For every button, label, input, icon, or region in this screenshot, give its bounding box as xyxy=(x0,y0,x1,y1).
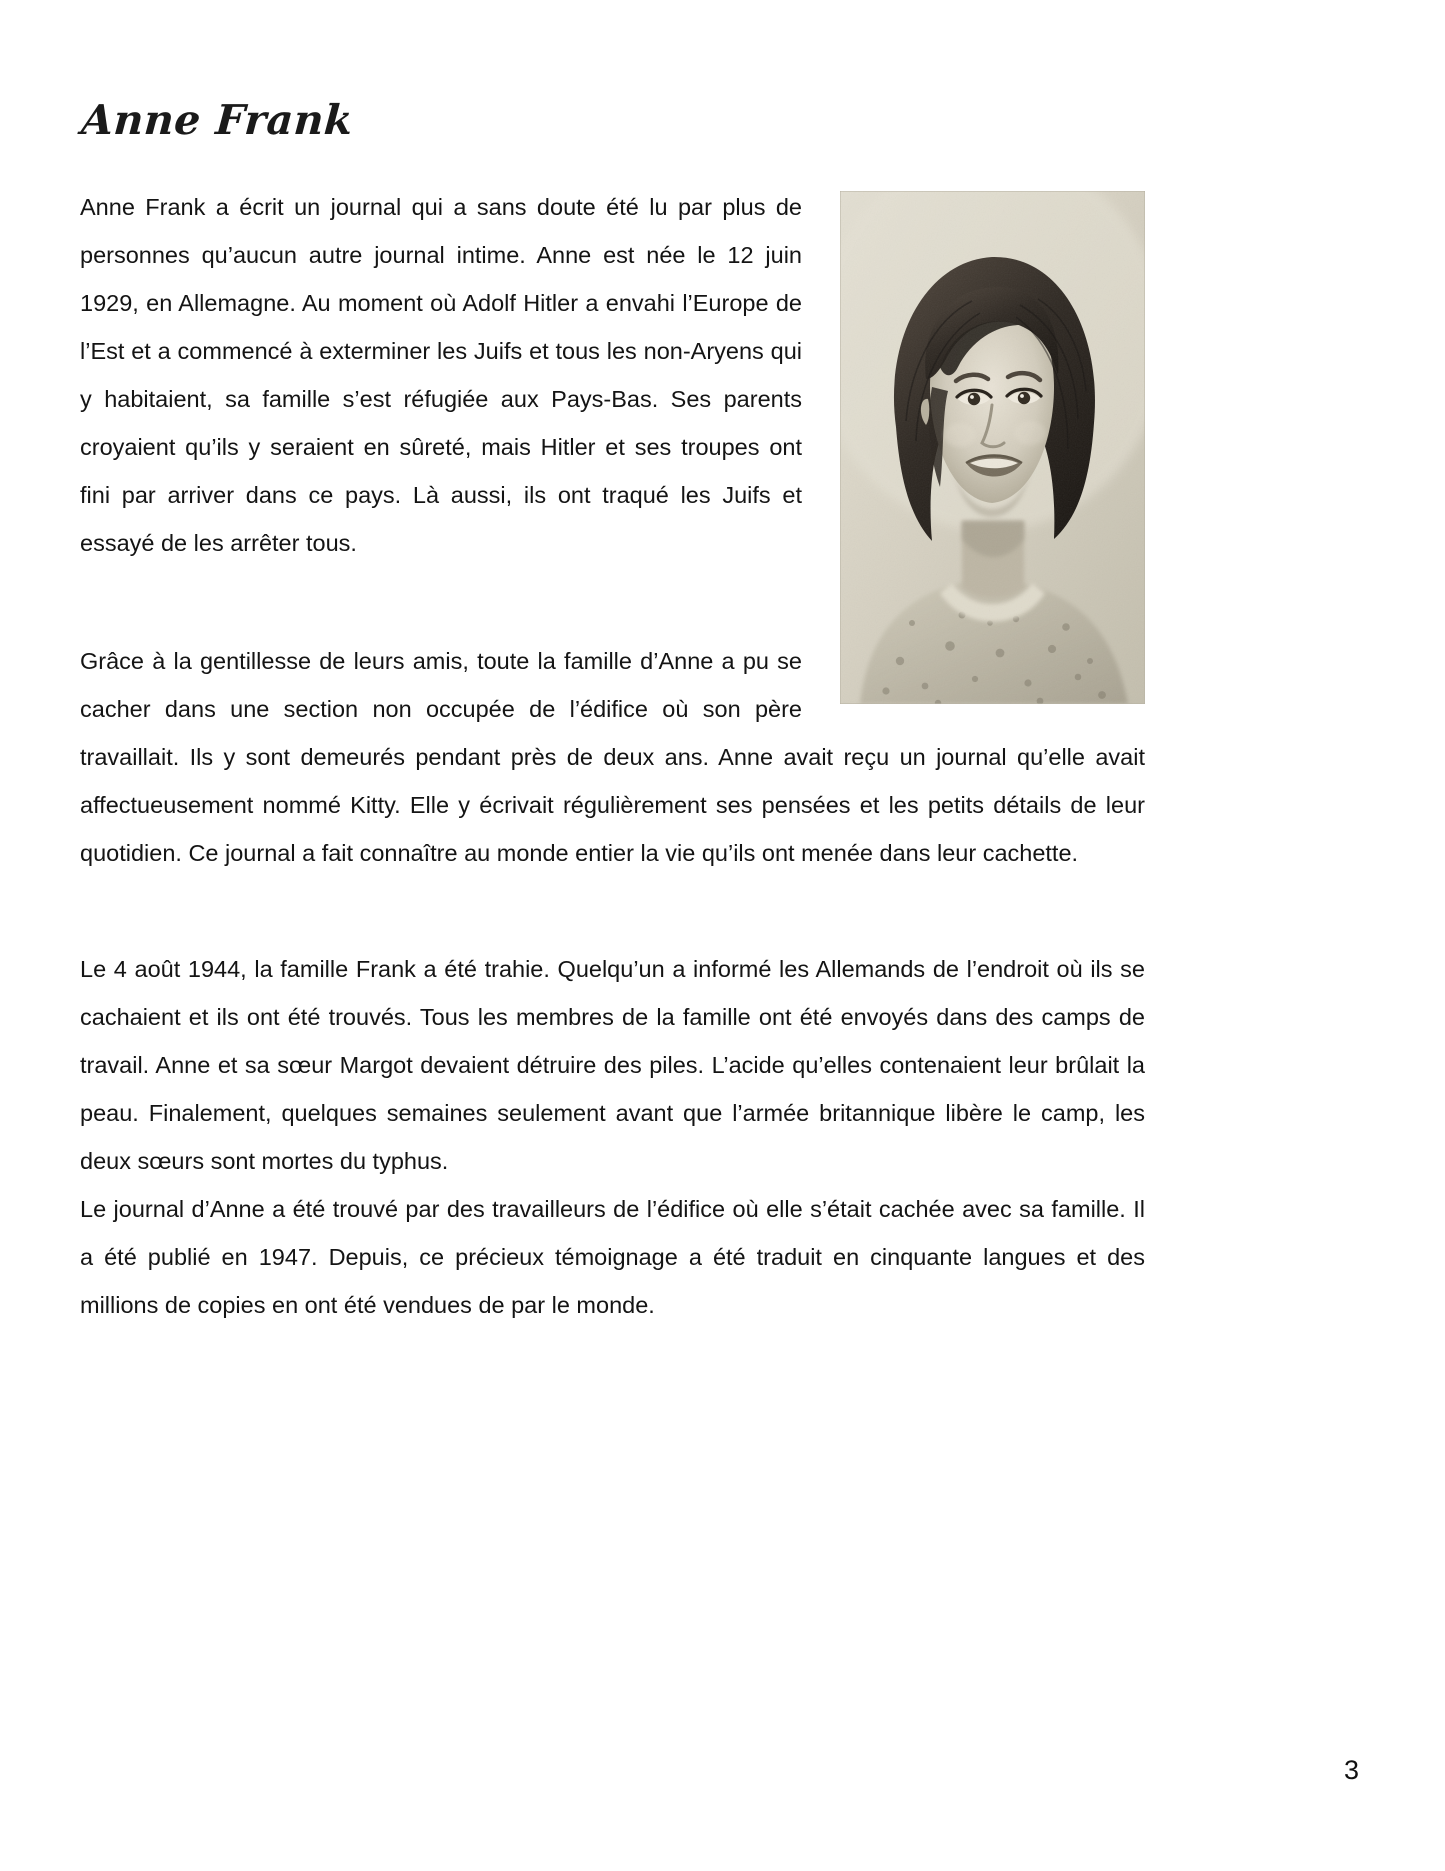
page-content xyxy=(80,0,1145,1329)
page-title: Anne Frank xyxy=(79,96,355,144)
paragraph-2: Grâce à la gentillesse de leurs amis, toute la famille d’Anne a pu se cacher dans une section non occupée de l’édifice où son père travaillait. Ils y sont demeurés pendant près de deux ans. Anne avait reçu un journal qu’elle avait affectueusement nommé Kitty. Elle y écrivait régulièrement ses pensées et les petits détails de leur quotidien. Ce journal a fait connaître au monde entier la vie qu’ils ont menée dans leur cachette. xyxy=(80,648,1145,866)
paragraph-4: Le journal d’Anne a été trouvé par des travailleurs de l’édifice où elle s’était cachée avec sa famille. Il a été publié en 1947. Depuis, ce précieux témoignage a été traduit en cinquante langues et des millions de copies en ont été vendues de par le monde. xyxy=(80,1196,1145,1318)
page-number: 3 xyxy=(1343,1755,1359,1785)
anne-frank-portrait-photo xyxy=(840,191,1145,704)
paragraph-1: Anne Frank a écrit un journal qui a sans doute été lu par plus de personnes qu’aucun autre journal intime. Anne est née le 12 juin 1929, en Allemagne. Au moment où Adolf Hitler a envahi l’Europe de l’Est et a commencé à exterminer les Juifs et tous les non-Aryens qui y habitaient, sa famille s’est réfugiée aux Pays-Bas. Ses parents croyaient qu’ils y seraient en sûreté, mais Hitler et ses troupes ont fini par arriver dans ce pays. Là aussi, ils ont traqué les Juifs et essayé de les arrêter tous. xyxy=(80,194,802,556)
portrait-image xyxy=(840,191,1145,704)
paragraph-3: Le 4 août 1944, la famille Frank a été trahie. Quelqu’un a informé les Allemands de l’endroit où ils se cachaient et ils ont été trouvés. Tous les membres de la famille ont été envoyés dans des camps de travail. Anne et sa sœur Margot devaient détruire des piles. L’acide qu’elles contenaient leur brûlait la peau. Finalement, quelques semaines seulement avant que l’armée britannique libère le camp, les deux sœurs sont mortes du typhus. xyxy=(80,956,1145,1174)
